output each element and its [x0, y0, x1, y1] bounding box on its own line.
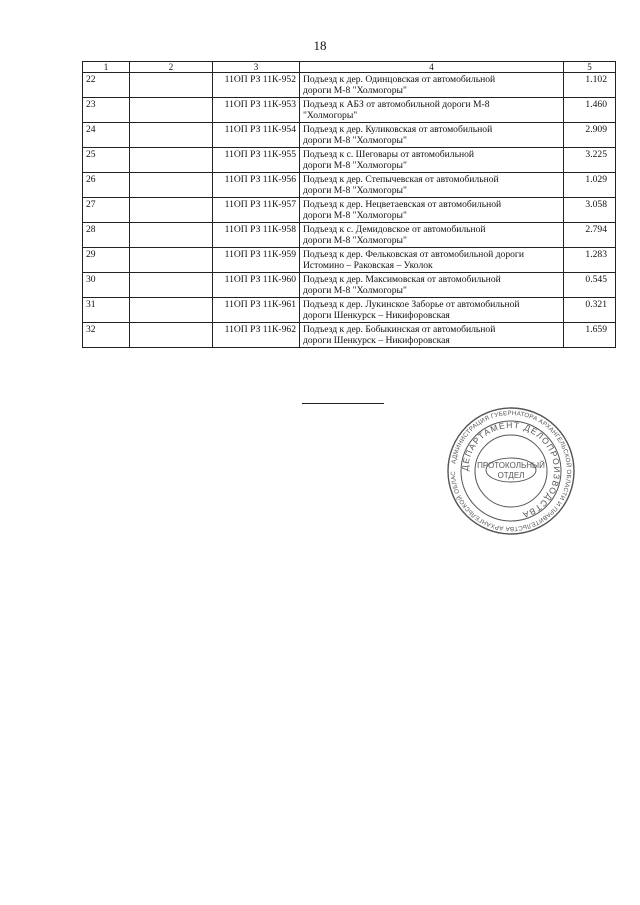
road-name-line1: Подъезд к дер. Нецветаевская от автомобильной	[303, 199, 502, 210]
road-name-line1: Подъезд к с. Демидовское от автомобильной	[303, 224, 486, 235]
road-name-line2: дороги М-8 "Холмогоры"	[303, 285, 407, 296]
row-number-cell: 24	[83, 123, 130, 148]
road-name-line1: Подъезд к дер. Бобыкинская от автомобильной	[303, 324, 496, 335]
stamp-outer-text: АДМИНИСТРАЦИЯ ГУБЕРНАТОРА АРХАНГЕЛЬСКОЙ ОБЛАСТИ И ПРАВИТЕЛЬСТВА АРХАНГЕЛЬСКОЙ ОБЛАС	[449, 409, 573, 533]
table-row	[83, 248, 616, 273]
table-row	[83, 223, 616, 248]
column-header: 2	[130, 62, 213, 73]
road-name-line2: дороги М-8 "Холмогоры"	[303, 235, 407, 246]
empty-cell	[130, 298, 213, 323]
road-name-line2: дороги Шенкурск – Никифоровская	[303, 310, 450, 321]
empty-cell	[130, 148, 213, 173]
road-code-cell: 11ОП РЗ 11К-954	[213, 123, 300, 148]
road-code-cell: 11ОП РЗ 11К-958	[213, 223, 300, 248]
row-number-cell: 23	[83, 98, 130, 123]
empty-cell	[130, 73, 213, 98]
road-name-line1: Подъезд к дер. Куликовская от автомобильной	[303, 124, 493, 135]
stamp-inner-text: ДЕПАРТАМЕНТ ДЕЛОПРОИЗВОДСТВА	[459, 419, 563, 521]
road-length-cell: 1.102	[564, 73, 616, 98]
column-header: 5	[564, 62, 616, 73]
column-header: 4	[300, 62, 564, 73]
column-header: 3	[213, 62, 300, 73]
road-name-line1: Подъезд к АБЗ от автомобильной дороги М-8	[303, 99, 490, 110]
road-name-cell	[300, 323, 564, 348]
table-row	[83, 298, 616, 323]
table-row	[83, 148, 616, 173]
roads-table	[82, 61, 616, 348]
road-name-cell	[300, 248, 564, 273]
road-name-line2: дороги М-8 "Холмогоры"	[303, 210, 407, 221]
table-row	[83, 173, 616, 198]
row-number-cell: 29	[83, 248, 130, 273]
road-name-line1: Подъезд к с. Шеговары от автомобильной	[303, 149, 475, 160]
table-row	[83, 273, 616, 298]
road-code-cell: 11ОП РЗ 11К-959	[213, 248, 300, 273]
road-name-line2: дороги М-8 "Холмогоры"	[303, 185, 407, 196]
road-name-cell	[300, 123, 564, 148]
road-length-cell: 1.659	[564, 323, 616, 348]
road-name-cell	[300, 223, 564, 248]
road-name-cell	[300, 73, 564, 98]
road-name-line1: Подъезд к дер. Фельковская от автомобильной дороги	[303, 249, 524, 260]
road-name-line2: дороги Шенкурск – Никифоровская	[303, 335, 450, 346]
table-row	[83, 198, 616, 223]
protocol-department-stamp	[446, 406, 576, 536]
signature-line	[302, 403, 384, 404]
page-number: 18	[313, 38, 327, 53]
table-row	[83, 73, 616, 98]
road-name-line1: Подъезд к дер. Степычевская от автомобильной	[303, 174, 499, 185]
road-length-cell: 3.225	[564, 148, 616, 173]
stamp-center-line1: ПРОТОКОЛЬНЫЙ	[477, 461, 545, 470]
road-name-cell	[300, 98, 564, 123]
road-name-line1: Подъезд к дер. Одинцовская от автомобильной	[303, 74, 496, 85]
road-name-line2: дороги М-8 "Холмогоры"	[303, 85, 407, 96]
row-number-cell: 32	[83, 323, 130, 348]
stamp-seal-icon	[446, 406, 576, 536]
road-length-cell: 1.460	[564, 98, 616, 123]
road-code-cell: 11ОП РЗ 11К-962	[213, 323, 300, 348]
road-name-line2: дороги М-8 "Холмогоры"	[303, 160, 407, 171]
road-name-line1: Подъезд к дер. Максимовская от автомобильной	[303, 274, 501, 285]
road-length-cell: 0.545	[564, 273, 616, 298]
row-number-cell: 25	[83, 148, 130, 173]
road-name-cell	[300, 148, 564, 173]
road-length-cell: 1.283	[564, 248, 616, 273]
road-code-cell: 11ОП РЗ 11К-956	[213, 173, 300, 198]
road-name-cell	[300, 273, 564, 298]
empty-cell	[130, 248, 213, 273]
road-name-line1: Подъезд к дер. Лукинское Заборье от автомобильной	[303, 299, 520, 310]
road-length-cell: 1.029	[564, 173, 616, 198]
road-name-line2: Истомино – Раковская – Уколок	[303, 260, 433, 271]
stamp-center-line2: ОТДЕЛ	[497, 471, 525, 480]
table-row	[83, 123, 616, 148]
road-name-cell	[300, 298, 564, 323]
empty-cell	[130, 198, 213, 223]
empty-cell	[130, 98, 213, 123]
road-name-line2: дороги М-8 "Холмогоры"	[303, 135, 407, 146]
road-code-cell: 11ОП РЗ 11К-961	[213, 298, 300, 323]
row-number-cell: 30	[83, 273, 130, 298]
table-row	[83, 323, 616, 348]
road-code-cell: 11ОП РЗ 11К-955	[213, 148, 300, 173]
road-length-cell: 3.058	[564, 198, 616, 223]
table-header-row	[83, 62, 616, 73]
empty-cell	[130, 323, 213, 348]
column-header: 1	[83, 62, 130, 73]
road-code-cell: 11ОП РЗ 11К-953	[213, 98, 300, 123]
road-name-line2: "Холмогоры"	[303, 110, 358, 121]
empty-cell	[130, 123, 213, 148]
road-length-cell: 2.794	[564, 223, 616, 248]
row-number-cell: 22	[83, 73, 130, 98]
road-length-cell: 2.909	[564, 123, 616, 148]
road-code-cell: 11ОП РЗ 11К-957	[213, 198, 300, 223]
row-number-cell: 28	[83, 223, 130, 248]
row-number-cell: 26	[83, 173, 130, 198]
road-name-cell	[300, 173, 564, 198]
row-number-cell: 31	[83, 298, 130, 323]
empty-cell	[130, 273, 213, 298]
road-length-cell: 0.321	[564, 298, 616, 323]
table-row	[83, 98, 616, 123]
road-code-cell: 11ОП РЗ 11К-952	[213, 73, 300, 98]
row-number-cell: 27	[83, 198, 130, 223]
empty-cell	[130, 173, 213, 198]
empty-cell	[130, 223, 213, 248]
road-name-cell	[300, 198, 564, 223]
road-code-cell: 11ОП РЗ 11К-960	[213, 273, 300, 298]
